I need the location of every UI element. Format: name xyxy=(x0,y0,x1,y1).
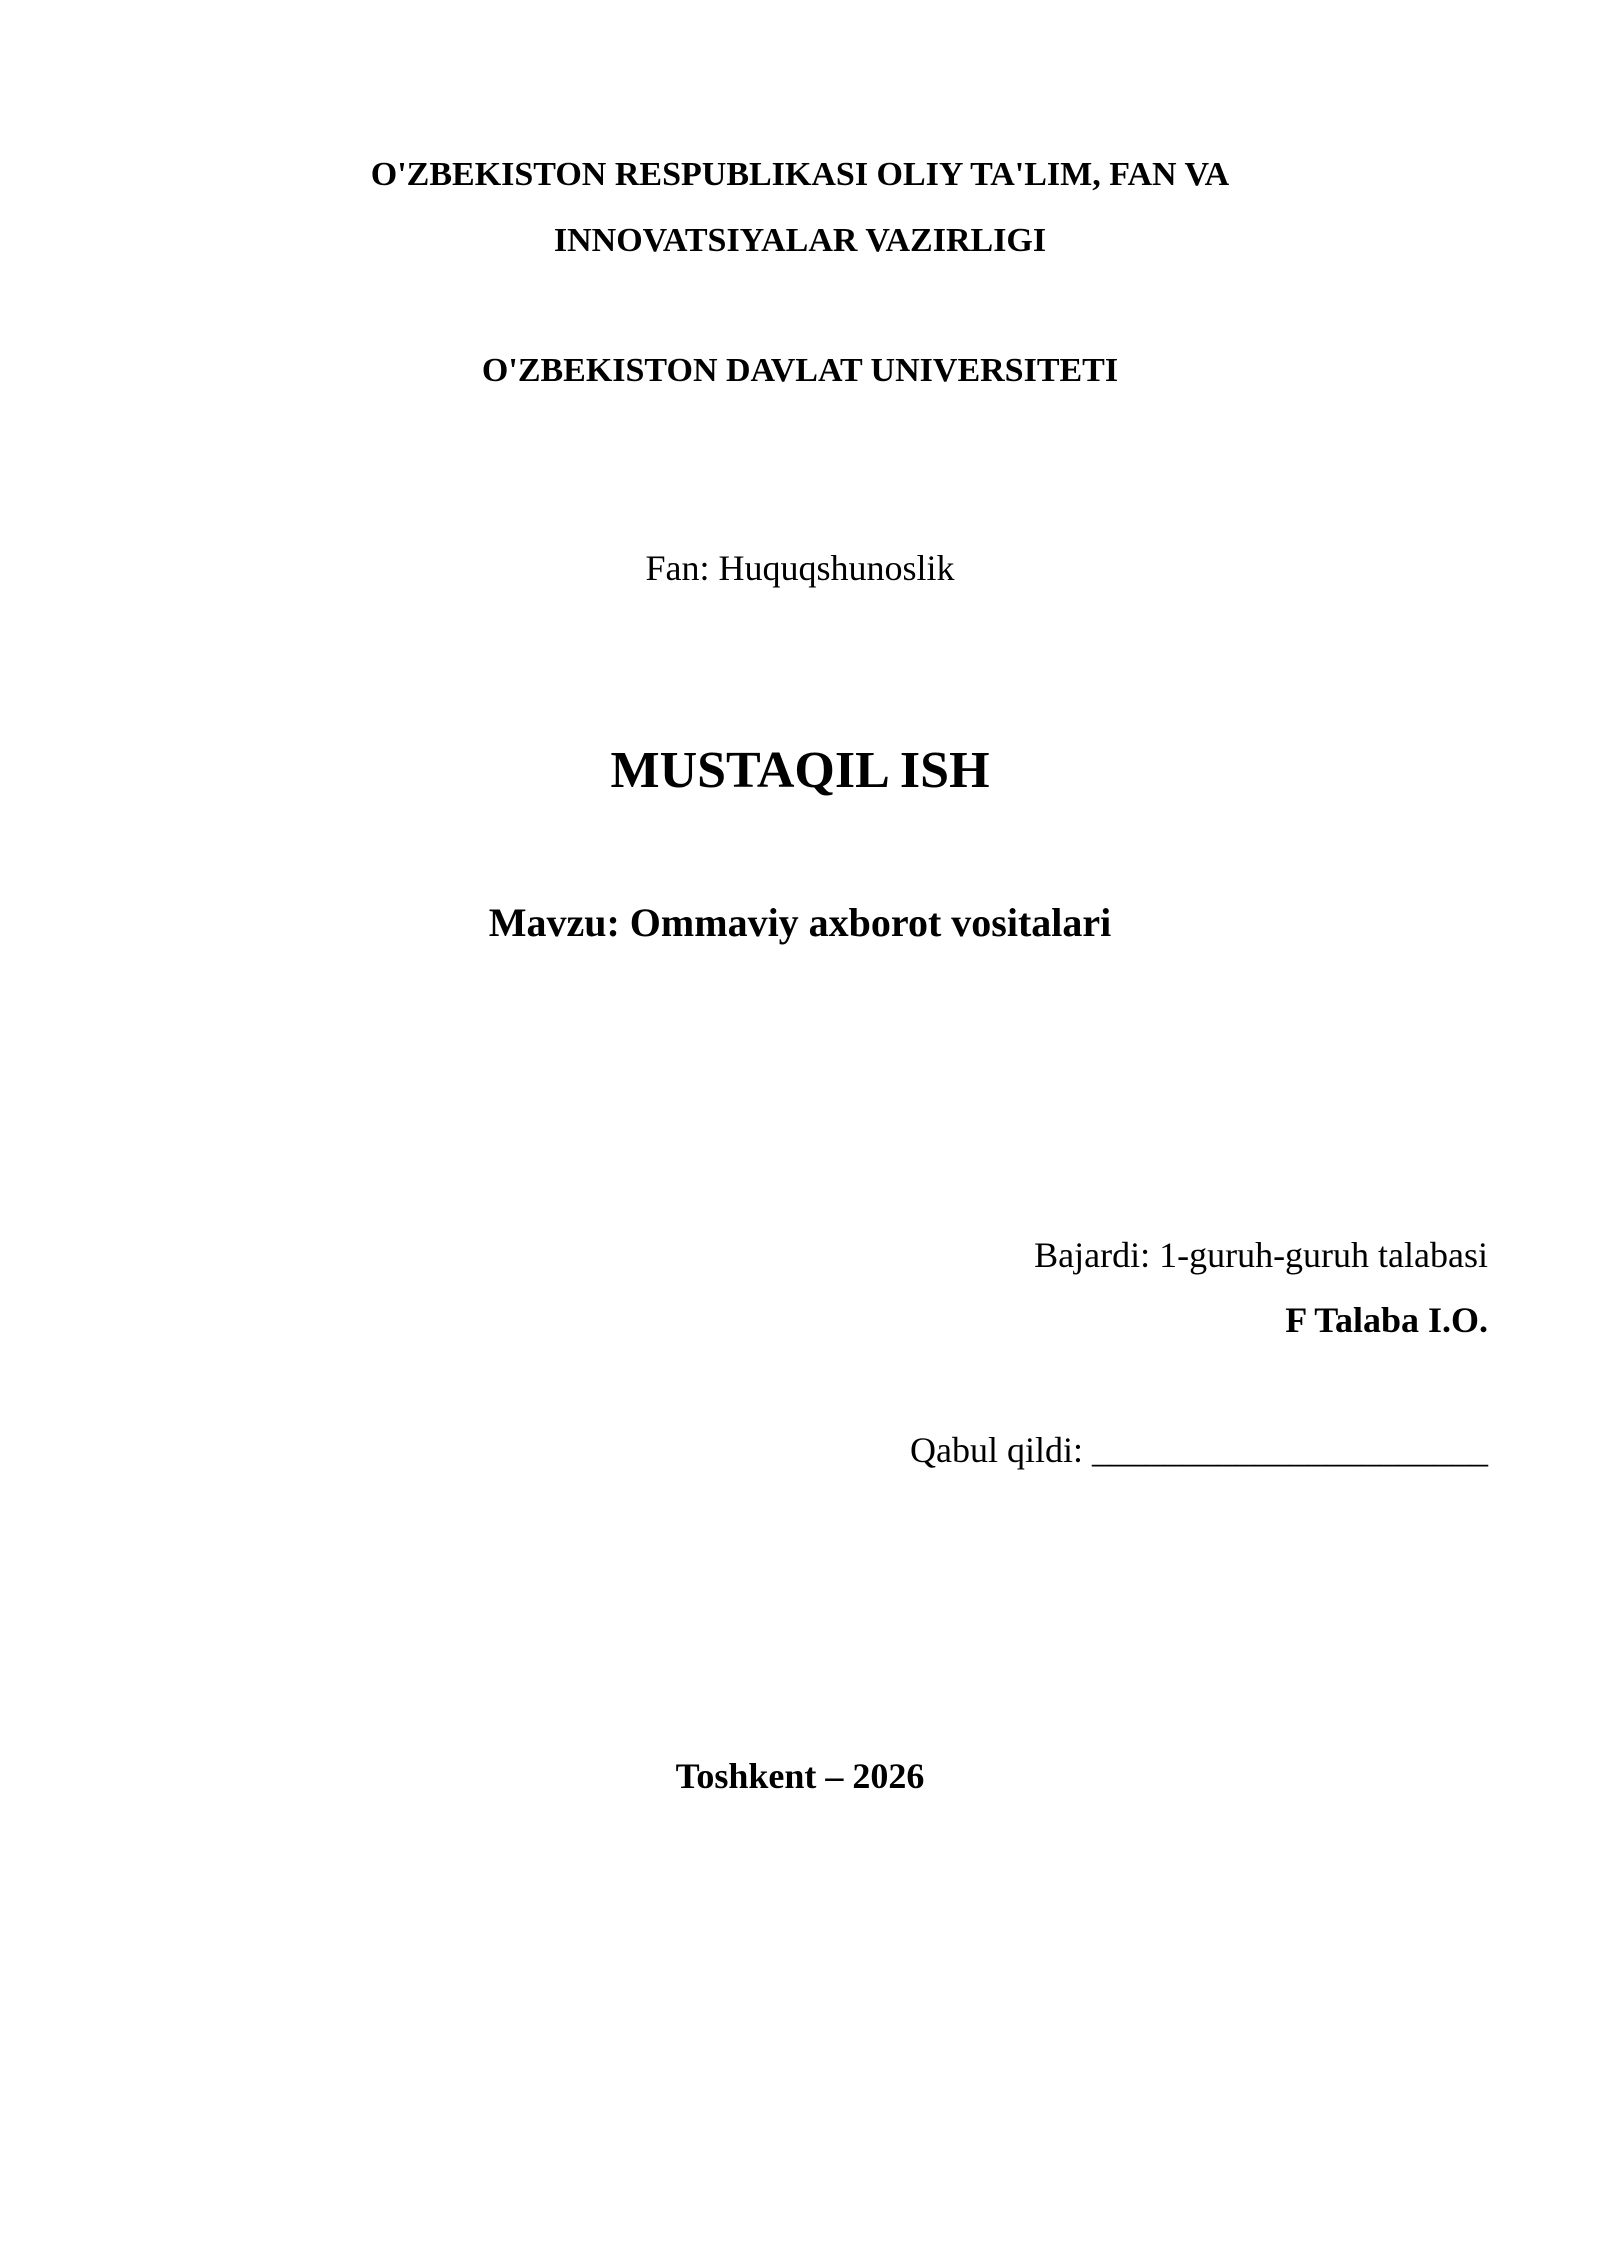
work-title: MUSTAQIL ISH xyxy=(610,742,990,799)
ministry-line-1: O'ZBEKISTON RESPUBLIKASI OLIY TA'LIM, FAN VA xyxy=(370,156,1230,193)
city-year: Toshkent – 2026 xyxy=(675,1756,925,1796)
university-name: O'ZBEKISTON DAVLAT UNIVERSITETI xyxy=(481,352,1119,389)
author-name: F Talaba I.O. xyxy=(1285,1300,1488,1340)
subject-line: Fan: Huquqshunoslik xyxy=(645,548,955,588)
author-line: Bajardi: 1-guruh-guruh talabasi xyxy=(1034,1235,1488,1275)
reviewer-line: Qabul qildi: ______________________ xyxy=(910,1430,1488,1470)
ministry-line-2: INNOVATSIYALAR VAZIRLIGI xyxy=(553,222,1047,259)
topic-line: Mavzu: Ommaviy axborot vositalari xyxy=(488,900,1112,945)
